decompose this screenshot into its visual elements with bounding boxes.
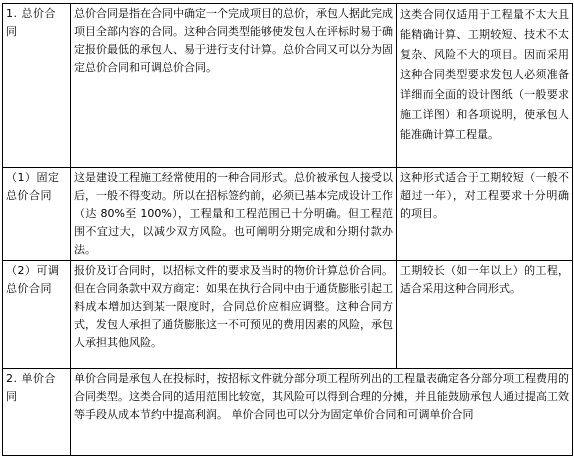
row-label: 1. 总价合同	[3, 4, 71, 168]
row-description: 报价及订合同时，以招标文件的要求及当时的物价计算总价合同。但在合同条款中双方商定：如果在执行合同中由于通货膨胀引起工料成本增加达到某一限度时，合同总价应相应调整。这种合同方式，发包人承担了通货膨胀这一不可预见的费用因素的风险，承包人承担其他风险。	[71, 261, 397, 369]
row-applicability: 工期较长（如一年以上）的工程，适合采用这种合同形式。	[397, 261, 573, 369]
table-row-unit-price	[3, 369, 573, 456]
table-row-fixed-lump-sum	[3, 168, 573, 261]
row-description: 这是建设工程施工经常使用的一种合同形式。总价被承包人接受以后，一般不得变动。所以在招标签约前，必须已基本完成设计工作（达 80%至 100%），工程量和工程范围已十分明确。但工程范围不宜过大，以减少双方风险。也可阐明分期完成和分期付款办法。	[71, 168, 397, 261]
row-description: 总价合同是指在合同中确定一个完成项目的总价，承包人据此完成项目全部内容的合同。这种合同类型能够使发包人在评标时易于确定报价最低的承包人、易于进行支付计算。总价合同又可以分为固定总价合同和可调总价合同。	[71, 4, 397, 168]
row-description: 单价合同是承包人在投标时，按招标文件就分部分项工程所列出的工程量表确定各分部分项工程费用的合同类型。这类合同的适用范围比较宽，其风险可以得到合理的分摊，并且能鼓励承包人通过提高工效等手段从成本节约中提高利润。 单价合同也可以分为固定单价合同和可调单价合同	[71, 369, 573, 456]
contract-types-table	[2, 3, 573, 456]
row-applicability: 这类合同仅适用于工程量不太大且能精确计算、工期较短、技术不太复杂、风险不大的项目。因而采用这种合同类型要求发包人必须准备详细而全面的设计图纸（一般要求施工详图）和各项说明，使承包人能准确计算工程量。	[397, 4, 573, 168]
table-row-adjustable-lump-sum	[3, 261, 573, 369]
row-label: （2）可调总价合同	[3, 261, 71, 369]
row-applicability: 这种形式适合于工期较短（一般不超过一年），对工程要求十分明确的项目。	[397, 168, 573, 261]
row-label: （1）固定总价合同	[3, 168, 71, 261]
table-row-lump-sum	[3, 4, 573, 168]
row-label: 2. 单价合同	[3, 369, 71, 456]
